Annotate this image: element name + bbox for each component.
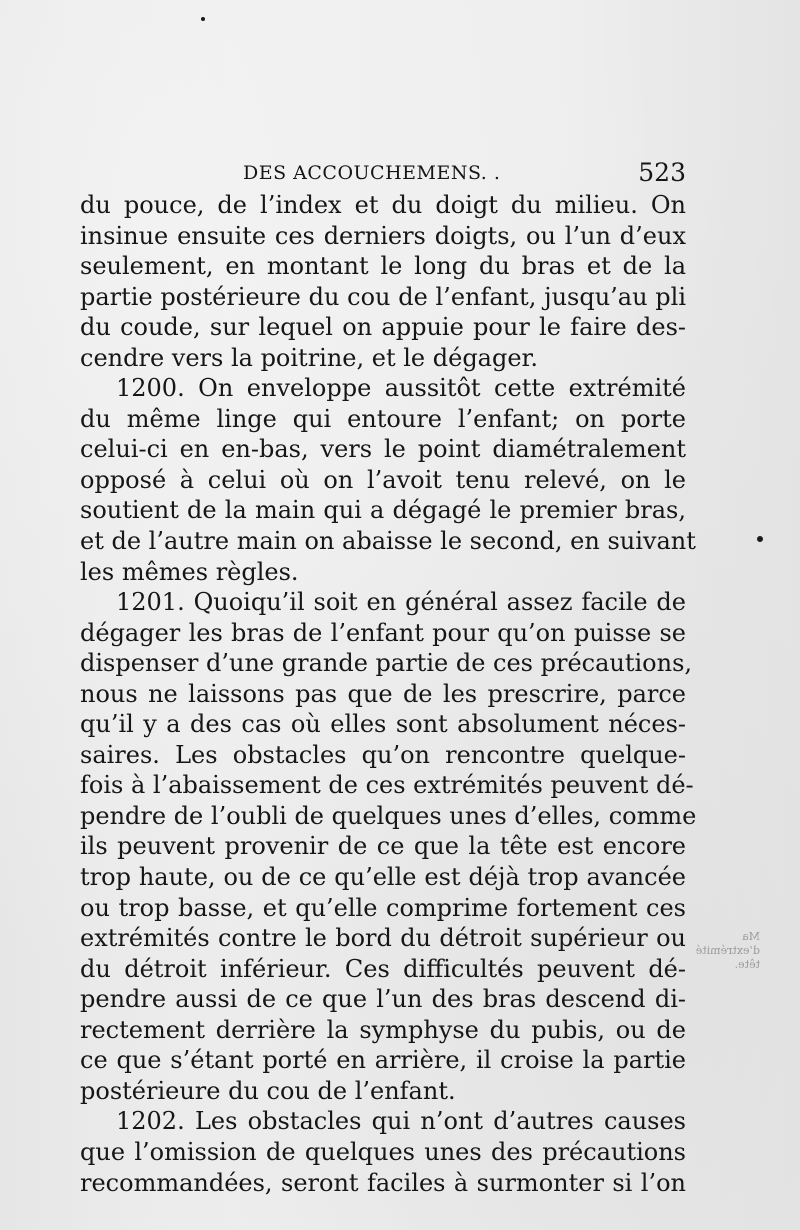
text-line: soutient de la main qui a dégagé le premier bras,	[80, 496, 686, 525]
running-head: DES ACCOUCHEMENS. .	[243, 162, 501, 184]
text-line: cendre vers la poitrine, et le dégager.	[80, 343, 539, 372]
text-line: rectement derrière la symphyse du pubis, ou de	[80, 1015, 686, 1044]
body-text	[80, 190, 697, 1198]
text-line: seulement, en montant le long du bras et de la	[80, 252, 686, 281]
text-line: dispenser d’une grande partie de ces précautions,	[80, 649, 693, 678]
paragraph-start-1202: 1202. Les obstacles qui n’ont d’autres causes	[116, 1107, 686, 1136]
text-line: saires. Les obstacles qu’on rencontre quelque-	[80, 740, 686, 769]
text-line: du détroit inférieur. Ces difficultés peuvent dé-	[80, 954, 686, 983]
text-line: postérieure du cou de l’enfant.	[80, 1076, 456, 1105]
paragraph-start-1200: 1200. On enveloppe aussitôt cette extrémité	[116, 374, 686, 403]
page-header	[80, 160, 686, 190]
text-line: que l’omission de quelques unes des précautions	[80, 1137, 686, 1166]
margin-note-line: Ma	[742, 930, 760, 943]
text-line: partie postérieure du cou de l’enfant, jusqu’au pli	[80, 282, 686, 311]
margin-note-line: tête.	[734, 958, 760, 971]
text-line: ce que s’étant porté en arrière, il croise la partie	[80, 1046, 686, 1075]
text-line: nous ne laissons pas que de les prescrire, parce	[80, 679, 686, 708]
text-line: du pouce, de l’index et du doigt du milieu. On	[80, 191, 686, 219]
ink-speck	[757, 536, 763, 542]
margin-note-line: d’extrémité	[695, 944, 760, 957]
text-line: dégager les bras de l’enfant pour qu’on puisse se	[80, 618, 686, 647]
ink-speck	[201, 17, 205, 21]
page-number: 523	[638, 158, 686, 187]
text-line: et de l’autre main on abaisse le second, en suivant	[80, 527, 696, 556]
text-line: insinue ensuite ces derniers doigts, ou l’un d’eux	[80, 221, 686, 250]
text-line: du même linge qui entoure l’enfant; on porte	[80, 404, 686, 433]
text-line: les mêmes règles.	[80, 557, 299, 586]
text-line: celui-ci en en-bas, vers le point diamétralement	[80, 435, 686, 464]
text-line: pendre de l’oubli de quelques unes d’elles, comme	[80, 801, 697, 830]
text-line: opposé à celui où on l’avoit tenu relevé, on le	[80, 465, 686, 494]
text-line: trop haute, ou de ce qu’elle est déjà trop avancée	[80, 863, 686, 892]
text-line: extrémités contre le bord du détroit supérieur ou	[80, 924, 686, 953]
text-line: recommandées, seront faciles à surmonter si l’on	[80, 1168, 686, 1197]
text-line: ils peuvent provenir de ce que la tête est encore	[80, 832, 686, 861]
text-line: fois à l’abaissement de ces extrémités peuvent dé-	[80, 771, 694, 800]
text-line: qu’il y a des cas où elles sont absolument néces-	[80, 710, 686, 739]
margin-note-bleedthrough	[695, 930, 760, 972]
paragraph-start-1201: 1201. Quoiqu’il soit en général assez facile de	[116, 588, 686, 617]
text-line: du coude, sur lequel on appuie pour le faire des-	[80, 313, 686, 342]
text-line: pendre aussi de ce que l’un des bras descend di-	[80, 985, 686, 1014]
text-line: ou trop basse, et qu’elle comprime fortement ces	[80, 893, 686, 922]
